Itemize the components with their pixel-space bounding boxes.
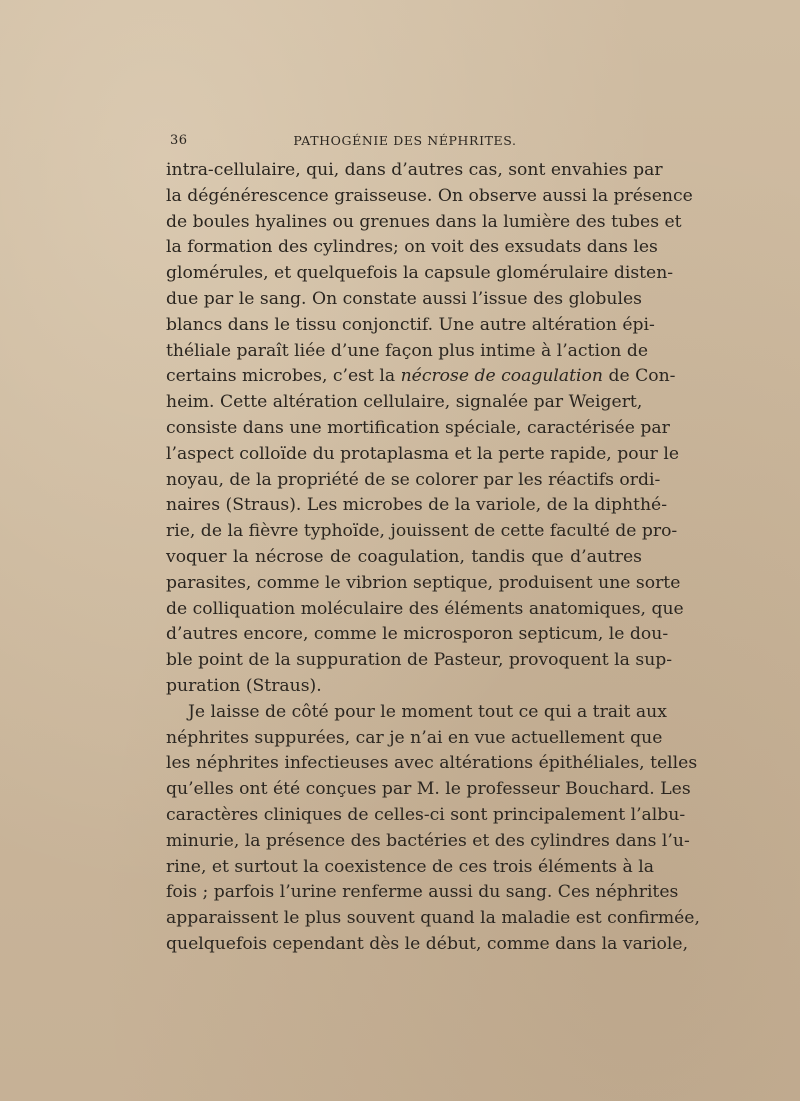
text-line: quelquefois cependant dès le début, comme dans la variole, [166,933,689,954]
text-line: les néphrites infectieuses avec altérations épithéliales, telles [166,753,698,774]
text-line: puration (Straus). [166,675,322,696]
page-header [170,133,640,153]
text-line: rine, et surtout la coexistence de ces trois éléments à la [166,856,654,877]
text-line: voquer la nécrose de coagulation, tandis que d’autres [166,546,642,567]
text-line: la dégénérescence graisseuse. On observe aussi la présence [166,185,693,206]
text-line: intra-cellulaire, qui, dans d’autres cas, sont envahies par [166,160,663,180]
body-text [166,158,700,958]
text-line: noyau, de la propriété de se colorer par les réactifs ordi- [166,469,661,490]
text-line: caractères cliniques de celles-ci sont principalement l’albu- [166,804,686,825]
text-line: néphrites suppurées, car je n’ai en vue actuellement que [166,727,663,748]
text-line: l’aspect colloïde du protaplasma et la perte rapide, pour le [166,443,679,464]
text-line: naires (Straus). Les microbes de la variole, de la diphthé- [166,495,667,516]
running-title: PATHOGÉNIE DES NÉPHRITES. [293,133,517,148]
text-line: blancs dans le tissu conjonctif. Une autre altération épi- [166,314,655,335]
text-line: glomérules, et quelquefois la capsule glomérulaire disten- [166,263,674,284]
text-line: théliale paraît liée d’une façon plus intime à l’action de [166,340,649,361]
text-line: de colliquation moléculaire des éléments anatomiques, que [166,598,684,619]
text-line: minurie, la présence des bactéries et des cylindres dans l’u- [166,830,690,851]
text-line-with-italic [166,364,676,390]
text-line: qu’elles ont été conçues par M. le professeur Bouchard. Les [166,779,691,800]
text-line: fois ; parfois l’urine renferme aussi du sang. Ces néphrites [166,882,679,903]
text-line: d’autres encore, comme le microsporon septicum, le dou- [166,624,669,645]
text-line: de boules hyalines ou grenues dans la lumière des tubes et [166,211,682,232]
text-line: consiste dans une mortification spéciale, caractérisée par [166,417,670,438]
text-line: rie, de la fièvre typhoïde, jouissent de cette faculté de pro- [166,521,678,542]
text-line: Je laisse de côté pour le moment tout ce qui a trait aux [188,701,667,722]
text-segment: de Con- [602,366,676,387]
text-line: ble point de la suppuration de Pasteur, provoquent la sup- [166,650,673,671]
text-line: la formation des cylindres; on voit des exsudats dans les [166,237,658,258]
italic-term: nécrose de coagulation [400,366,603,387]
page-number: 36 [170,133,188,148]
text-segment: certains microbes, c’est la [166,366,401,387]
text-line: parasites, comme le vibrion septique, produisent une sorte [166,572,681,593]
text-line: heim. Cette altération cellulaire, signalée par Weigert, [166,392,643,413]
text-line: apparaissent le plus souvent quand la maladie est confirmée, [166,908,700,929]
text-line: due par le sang. On constate aussi l’issue des globules [166,288,642,309]
